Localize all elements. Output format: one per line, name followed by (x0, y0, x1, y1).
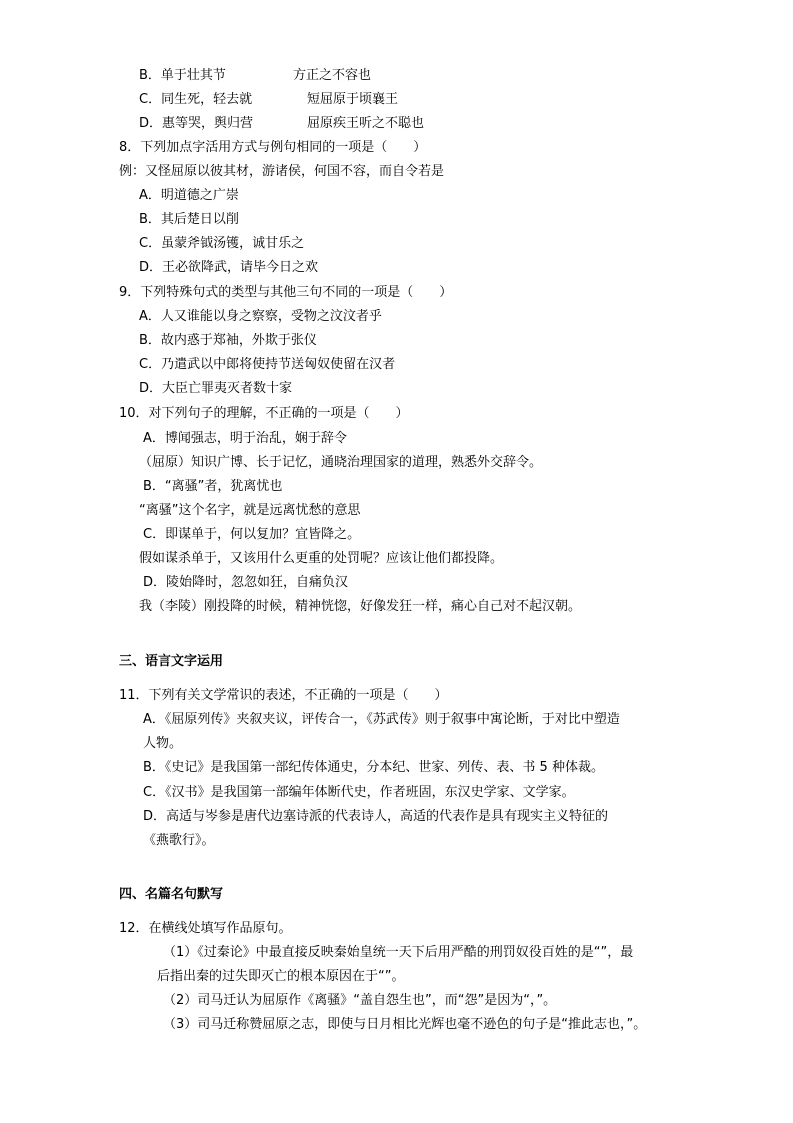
option-line: C．即谋单于，何以复加？宜皆降之。 (143, 527, 361, 542)
fill-blank-item: （3）司马迁称赞屈原之志，即使与日月相比光辉也毫不逊色的句子是“推此志也，”。 (163, 1017, 647, 1032)
question-8: 8．下列加点字活用方式与例句相同的一项是（ ） (119, 140, 427, 155)
option-continuation: 人物。 (143, 736, 183, 751)
option-line: A．人又谁能以身之察察，受物之汶汶者乎 (139, 309, 382, 324)
option-line: C．《汉书》是我国第一部编年体断代史，作者班固，东汉史学家、文学家。 (143, 785, 575, 800)
option-line: C．虽蒙斧钺汤镬，诚甘乐之 (139, 236, 305, 251)
question-12: 12．在横线处填写作品原句。 (119, 921, 292, 936)
option-line: D．惠等哭，舆归营 屈原疾王听之不聪也 (139, 116, 425, 131)
option-line: B．故内惑于郑袖，外欺于张仪 (139, 333, 317, 348)
option-line: C．乃遣武以中郎将使持节送匈奴使留在汉者 (139, 357, 396, 372)
fill-blank-item: （1）《过秦论》中最直接反映秦始皇统一天下后用严酷的刑罚奴役百姓的是“”，最 (163, 945, 634, 960)
option-line: A．明道德之广崇 (139, 188, 239, 203)
question-9: 9．下列特殊句式的类型与其他三句不同的一项是（ ） (119, 285, 453, 300)
option-line: D．陵始降时，忽忽如狂，自痛负汉 (143, 575, 349, 590)
fill-blank-item: （2）司马迁认为屈原作《离骚》“盖自怨生也”，而“怨”是因为“，”。 (163, 993, 557, 1008)
option-line: D．大臣亡罪夷灭者数十家 (139, 381, 293, 396)
option-line: B．《史记》是我国第一部纪传体通史，分本纪、世家、列传、表、书 5 种体裁。 (143, 760, 604, 775)
option-line: B．单于壮其节 方正之不容也 (139, 68, 372, 83)
translation-line: 我（李陵）刚投降的时候，精神恍惚，好像发狂一样，痛心自己对不起汉朝。 (139, 599, 582, 614)
section-heading: 四、名篇名句默写 (119, 887, 224, 902)
translation-line: “离骚”这个名字，就是远离忧愁的意思 (139, 503, 361, 518)
option-line: A．博闻强志，明于治乱，娴于辞令 (143, 431, 347, 446)
option-line: B．“离骚”者，犹离忧也 (143, 479, 283, 494)
option-line: C．同生死，轻去就 短屈原于顷襄王 (139, 92, 399, 107)
question-10: 10．对下列句子的理解，不正确的一项是（ ） (119, 406, 409, 421)
option-line: D．高适与岑参是唐代边塞诗派的代表诗人，高适的代表作是具有现实主义特征的 (143, 809, 609, 824)
option-line: B．其后楚日以削 (139, 212, 239, 227)
fill-blank-continuation: 后指出秦的过失即灭亡的根本原因在于“”。 (157, 969, 405, 984)
example-sentence: 例：又怪屈原以彼其材，游诸侯，何国不容，而自令若是 (119, 164, 445, 179)
section-heading: 三、语言文字运用 (119, 654, 224, 669)
question-11: 11．下列有关文学常识的表述，不正确的一项是（ ） (119, 688, 448, 703)
translation-line: （屈原）知识广博、长于记忆，通晓治理国家的道理，熟悉外交辞令。 (139, 455, 543, 470)
option-line: A．《屈原列传》夹叙夹议，评传合一，《苏武传》则于叙事中寓论断，于对比中塑造 (143, 712, 620, 727)
option-line: D．王必欲降武，请毕今日之欢 (139, 260, 319, 275)
option-continuation: 《燕歌行》。 (143, 833, 215, 848)
translation-line: 假如谋杀单于，又该用什么更重的处罚呢？应该让他们都投降。 (139, 551, 504, 566)
